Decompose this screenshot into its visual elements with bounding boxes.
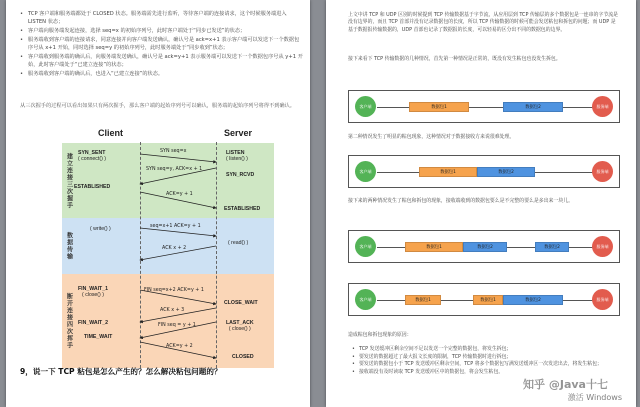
message-label: ACK=y + 1 (166, 192, 193, 197)
phase-label: 数据传输 (65, 232, 73, 260)
packet: 数据包2 (503, 295, 563, 305)
list-item: • TCP 发送缓冲区剩余空间不足以发送一个完整的数据包，将发生拆包； (352, 346, 622, 354)
packet: 数据包2 (535, 242, 569, 252)
section-heading: 9，说一下 TCP 粘包是怎么产生的？怎么解决粘包问题的？ (20, 367, 222, 376)
phase-label: 断开连接四次挥手 (65, 293, 73, 349)
server-state: ESTABLISHED (224, 206, 261, 212)
causes-paragraph: 造成粘包和拆包现象的原因： (348, 332, 412, 338)
packet: 数据包1 (409, 102, 469, 112)
client-header: Client (98, 128, 124, 138)
activate-windows-notice: 激活 Windows (567, 393, 622, 402)
packet-diagram-split-b (348, 283, 620, 316)
server-state: ( read() ) (228, 240, 249, 246)
packet: 数据包2 (463, 242, 507, 252)
list-item: • 接收端没有及时读取 TCP 发送缓冲区中的数据包，将会发生粘包。 (352, 369, 622, 377)
handshake-summary-paragraph: 从三次握手的过程可以看出如果只有两次握手，那么客户端的起始序列号可以确认，服务端的起始序列号将得不到确认。 (20, 103, 295, 109)
list-item: • 服务端收到客户端的连接请求，同意连接并向客户端发送确认，确认号是 ack=x+1 表示客户端可以发送下一个数据包序号从 x+1 开始，同时选择 seq=y 的初始序列号，此时服务端处于“同步收到”状态； (20, 36, 304, 52)
message-label: SYN seq=y, ACK=x + 1 (146, 167, 203, 172)
message-label: ACK x + 2 (162, 246, 187, 251)
list-item: • TCP 客户端和服务端都处于 CLOSED 状态。服务端需先进行监听，等待客户端的连接请求，这个时候服务端进入 LISTEN 状态； (20, 10, 304, 26)
packet: 数据包1 (473, 295, 503, 305)
left-page (6, 0, 310, 407)
client-state: TIME_WAIT (84, 334, 113, 340)
list-item: • 客户端收到服务端的确认后，向服务端发送确认，确认号是 ack=y+1 表示服务端可以发送下一个数据包序号从 y+1 开始，此时客户端处于“已建立连接”的状态； (20, 53, 304, 69)
server-state: LAST_ACK ( close() ) (226, 320, 254, 332)
message-label: seq=x+1 ACK=y + 1 (150, 224, 201, 229)
server-node: 服务端 (592, 96, 613, 117)
server-state: SYN_RCVD (226, 172, 255, 178)
packet: 数据包2 (503, 102, 563, 112)
packet: 数据包2 (477, 167, 535, 177)
client-state: ESTABLISHED (74, 184, 111, 190)
packet: 数据包1 (419, 167, 477, 177)
message-label: ACK=y + 2 (166, 344, 193, 349)
list-item: • 要发送的数据超过了最大报文长度的限制，TCP 传输数据时进行拆包； (352, 354, 622, 362)
packet-diagram-split-a (348, 230, 620, 263)
message-label: SYN seq=x (160, 149, 187, 154)
tcp-handshake-diagram (56, 128, 278, 368)
message-label: ACK x + 3 (160, 308, 185, 313)
right-page (326, 0, 636, 407)
message-arrow (140, 154, 216, 162)
client-state: SYN_SENT ( connect() ) (78, 150, 106, 162)
server-header: Server (224, 128, 253, 138)
packet-diagram-normal (348, 90, 620, 123)
client-state: FIN_WAIT_1 ( close() ) (78, 286, 108, 298)
client-node: 客户端 (355, 96, 376, 117)
message-arrow (140, 228, 216, 236)
server-state: LISTEN ( listen() ) (226, 150, 248, 162)
server-node: 服务端 (592, 236, 613, 257)
phase-label: 建立连接三次握手 (65, 152, 73, 209)
packet-diagram-sticky (348, 155, 620, 188)
message-label: FIN seq=x+2 ACK=y + 1 (144, 288, 204, 293)
server-state: CLOSE_WAIT (224, 300, 258, 306)
packet: 数据包1 (405, 242, 463, 252)
sticky-case-paragraph: 第二种情况发生了明显的粘包现象，这种情况对于数据接收方来说很难处理。 (348, 134, 515, 140)
list-item: • 要发送的数据包小于 TCP 发送缓冲区剩余空间，TCP 将多个数据包写满发送缓冲区一次发送出去，将发生粘包； (352, 361, 622, 369)
client-node: 客户端 (355, 236, 376, 257)
intro-paragraph: 上文中讲 TCP 和 UDP 区别的时候提到 TCP 传输数据基于字节流，从应用层到 TCP 传输层的多个数据包是一连串的字节流是没有边界的，而且 TCP 首部并没有记录数据包的长度，所以 TCP 传输数据的时候可能会发送粘包和拆包的问题；而 UDP 是基于数据报传输数据的，UDP 首部也记录了数据报的长度，可以轻易的区分出不同的数据包的边界。 (348, 12, 619, 33)
client-node: 客户端 (355, 289, 376, 310)
message-label: FIN seq = y + 1 (158, 323, 196, 328)
server-state: CLOSED (232, 354, 254, 360)
split-case-paragraph: 接下来的两种情况发生了粘包和拆包的现象，接收端收到的数据包要么是不完整的要么是多出来一块儿。 (348, 198, 573, 204)
zhihu-watermark: 知乎 @Java十七 (523, 378, 608, 391)
list-item: • 服务端收到客户端的确认后，也进入“已建立连接”的状态。 (20, 70, 304, 78)
normal-case-paragraph: 接下来看下 TCP 传输数据的几种情况，首先第一种情况是正常的，既没有发生粘包也没发生拆包。 (348, 56, 561, 62)
causes-list (352, 346, 622, 376)
packet: 数据包1 (405, 295, 441, 305)
list-item: • 客户端向服务端发起连接，选择 seq=x 的初始序列号，此时客户端处于“同步已发送”的状态； (20, 27, 304, 35)
server-node: 服务端 (592, 161, 613, 182)
client-state: ( write() ) (90, 226, 111, 232)
server-node: 服务端 (592, 289, 613, 310)
handshake-steps-list (20, 10, 304, 79)
client-node: 客户端 (355, 161, 376, 182)
client-state: FIN_WAIT_2 (78, 320, 108, 326)
